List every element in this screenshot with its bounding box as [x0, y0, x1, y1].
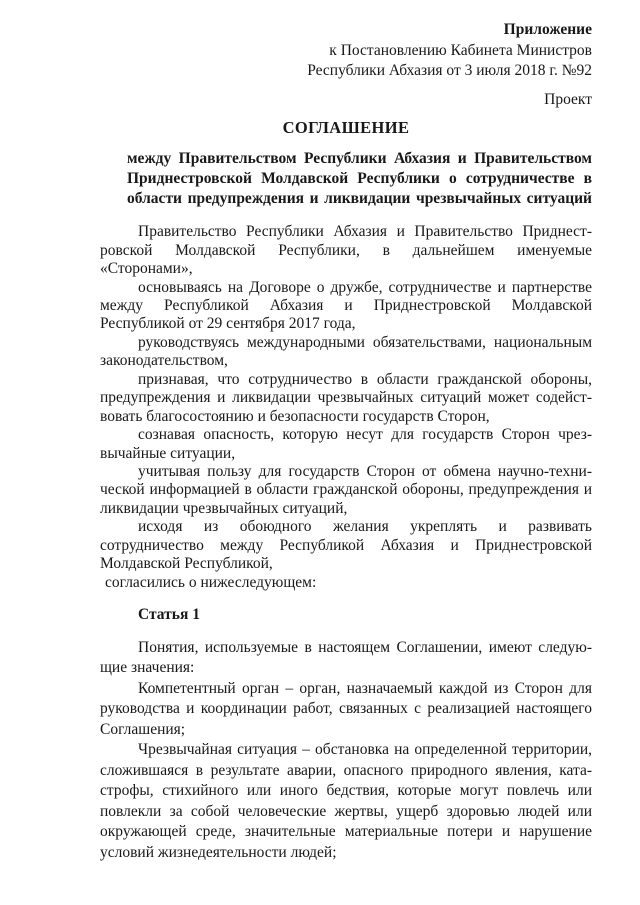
preamble-paragraph: сознавая опасность, которую несут для государств Сторон чрезвычайные ситуации,: [100, 426, 592, 462]
preamble-section: [100, 223, 592, 592]
article-paragraph: Понятия, используемые в настоящем Соглашении, имеют следующие значения:: [100, 639, 592, 677]
article-paragraph: Компетентный орган – орган, назначаемый каждой из Сторон для руководства и координации работ, связанных с реализацией настоящего Соглашения;: [100, 679, 592, 738]
annex-title: Приложение: [503, 21, 592, 38]
preamble-closing-line: согласились о нижеследующем:: [105, 573, 317, 591]
document-title: СОГЛАШЕНИЕ: [282, 117, 410, 137]
article-1-body: [100, 638, 592, 863]
annex-line-2: Республики Абхазия от 3 июля 2018 г. №92: [307, 62, 592, 80]
article-1-section: [100, 606, 592, 863]
draft-label: Проект: [544, 90, 592, 108]
preamble-paragraph: Правительство Республики Абхазия и Правительство Приднестровской Молдавской Республики, в дальнейшем именуемые «Сторонами»,: [100, 223, 592, 278]
preamble-paragraph: исходя из обоюдного желания укреплять и развивать сотрудничество между Республикой Абхазия и Приднестровской Молдавской Республикой,: [100, 518, 592, 573]
annex-block: [100, 20, 592, 82]
preamble-paragraph: основываясь на Договоре о дружбе, сотрудничестве и партнерстве между Республикой Абхазия и Приднестровской Молдавской Республикой от 29 сентября 2017 года,: [100, 278, 592, 333]
preamble-paragraph: учитывая пользу для государств Сторон от обмена научно-технической информацией в области гражданской обороны, предупреждения и ликвидации чрезвычайных ситуаций,: [100, 462, 592, 517]
document-subtitle: между Правительством Республики Абхазия и Правительством Приднестровской Молдавской Республики о сотрудничестве в области предупреждения и ликвидации чрезвычайных ситуаций: [127, 149, 592, 208]
preamble-paragraph: руководствуясь международными обязательствами, национальным законодательством,: [100, 333, 592, 370]
annex-line-1: к Постановлению Кабинета Министров: [329, 41, 592, 59]
article-1-heading: Статья 1: [138, 606, 200, 623]
preamble-paragraph: признавая, что сотрудничество в области гражданской обороны, предупреждения и ликвидации чрезвычайных ситуаций может содействовать благосостоянию и безопасности государств Сторон,: [100, 370, 592, 425]
article-paragraph: Чрезвычайная ситуация – обстановка на определенной территории, сложившаяся в результате аварии, опасного природного явления, катастрофы, стихийного или иного бедствия, которые могут повлечь или повлекли за собой человеческие жертвы, ущерб здоровью людей или окружающей среде, значительные материальные потери и нарушение условий жизнедеятельности людей;: [100, 741, 592, 861]
